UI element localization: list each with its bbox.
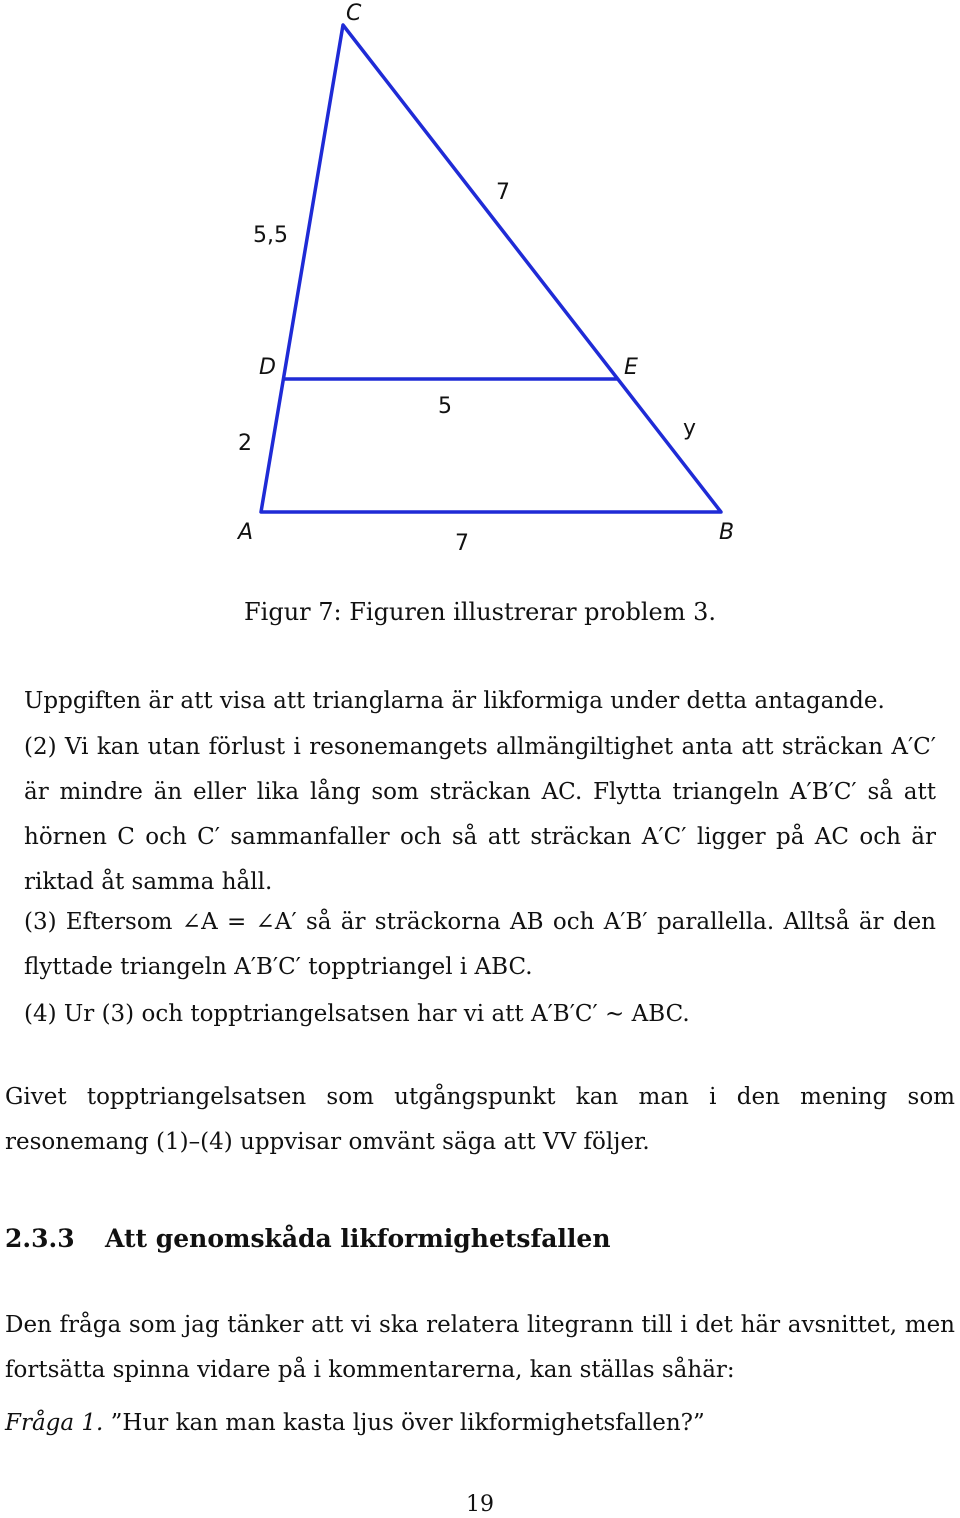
figure-caption: Figur 7: Figuren illustrerar problem 3. — [244, 598, 716, 626]
section-number: 2.3.3 — [5, 1224, 75, 1253]
question-label: Fråga 1. — [5, 1410, 104, 1436]
length-cd-label: 5,5 — [253, 223, 288, 248]
length-ce-label: 7 — [496, 180, 510, 205]
paragraph-1: Uppgiften är att visa att trianglarna är likformiga under detta antagande. — [24, 688, 885, 714]
vertex-a-label: A — [238, 520, 254, 545]
triangle-figure — [0, 0, 960, 590]
length-eb-label: y — [683, 416, 697, 441]
paragraph-4: (4) Ur (3) och topptriangelsatsen har vi att A′B′C′ ∼ ABC. — [24, 1001, 690, 1027]
vertex-c-label: C — [346, 1, 362, 26]
length-de-label: 5 — [438, 394, 452, 419]
vertex-b-label: B — [719, 520, 735, 545]
section-title: Att genomskåda likformighetsfallen — [105, 1224, 611, 1253]
triangle-abc — [261, 25, 721, 512]
section-heading — [5, 1224, 611, 1253]
paragraph-3: (3) Eftersom ∠A = ∠A′ så är sträckorna AB och A′B′ parallella. Alltså är den flyttade triangeln A′B′C′ topptriangel i ABC. — [24, 909, 936, 980]
length-da-label: 2 — [238, 431, 252, 456]
page-number: 19 — [466, 1492, 494, 1517]
triangle-lines — [261, 25, 721, 512]
vertex-e-label: E — [624, 355, 638, 380]
vertex-d-label: D — [259, 355, 276, 380]
question — [5, 1410, 705, 1436]
length-ab-label: 7 — [455, 531, 469, 556]
paragraph-6: Den fråga som jag tänker att vi ska relatera litegrann till i det här avsnittet, men fortsätta spinna vidare på i kommentarerna, kan ställas såhär: — [5, 1312, 955, 1383]
paragraph-2: (2) Vi kan utan förlust i resonemangets allmängiltighet anta att sträckan A′C′ är mindre än eller lika lång som sträckan AC. Flytta triangeln A′B′C′ så att hörnen C och C′ sammanfaller och så att sträckan A′C′ ligger på AC och är riktad åt samma håll. — [24, 734, 936, 895]
paragraph-5: Givet topptriangelsatsen som utgångspunkt kan man i den mening som resonemang (1)–(4) uppvisar omvänt säga att VV följer. — [5, 1084, 955, 1155]
question-text: ”Hur kan man kasta ljus över likformighetsfallen?” — [110, 1410, 705, 1436]
